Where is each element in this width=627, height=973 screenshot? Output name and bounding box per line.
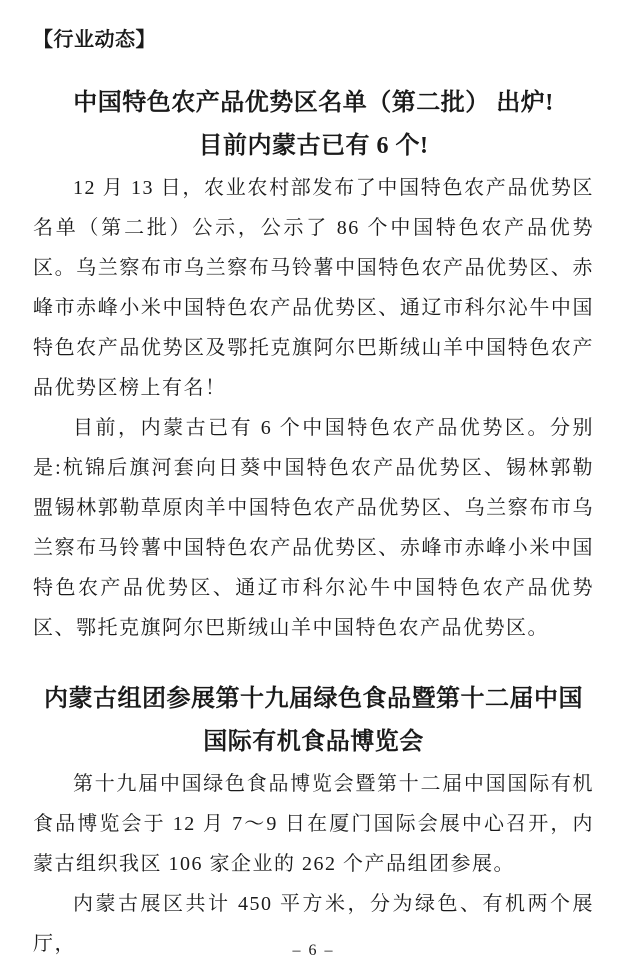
article2-paragraph-1: 第十九届中国绿色食品博览会暨第十二届中国国际有机食品博览会于 12 月 7～9 日在厦门国际会展中心召开，内蒙古组织我区 106 家企业的 262 个产品组团参展。 [33, 773, 594, 875]
article2-title-line1: 内蒙古组团参展第十九届绿色食品暨第十二届中国 [44, 686, 583, 712]
article2-title-line2: 国际有机食品博览会 [203, 729, 424, 755]
article1-title-line1: 中国特色农产品优势区名单（第二批） 出炉! [73, 90, 554, 116]
article1-title [33, 82, 594, 168]
article2-paragraph-2: 内蒙古展区共计 450 平方米，分为绿色、有机两个展厅， [33, 893, 594, 955]
article1-paragraph-2: 目前，内蒙古已有 6 个中国特色农产品优势区。分别是:杭锦后旗河套向日葵中国特色农产品优势区、锡林郭勒盟锡林郭勒草原肉羊中国特色农产品优势区、乌兰察布市乌兰察布马铃薯中国特色农产品优势区、赤峰市赤峰小米中国特色农产品优势区、通辽市科尔沁牛中国特色农产品优势区、鄂托克旗阿尔巴斯绒山羊中国特色农产品优势区。 [33, 417, 594, 639]
article2-title [33, 678, 594, 764]
section-tag: 【行业动态】 [33, 29, 156, 51]
article1-paragraph-1: 12 月 13 日，农业农村部发布了中国特色农产品优势区名单（第二批）公示，公示了 86 个中国特色农产品优势区。乌兰察布市乌兰察布马铃薯中国特色农产品优势区、赤峰市赤峰小米中国特色农产品优势区、通辽市科尔沁牛中国特色农产品优势区及鄂托克旗阿尔巴斯绒山羊中国特色农产品优势区榜上有名！ [33, 177, 594, 399]
page-number: – 6 – [292, 942, 335, 959]
article1-title-line2: 目前内蒙古已有 6 个! [198, 133, 429, 159]
